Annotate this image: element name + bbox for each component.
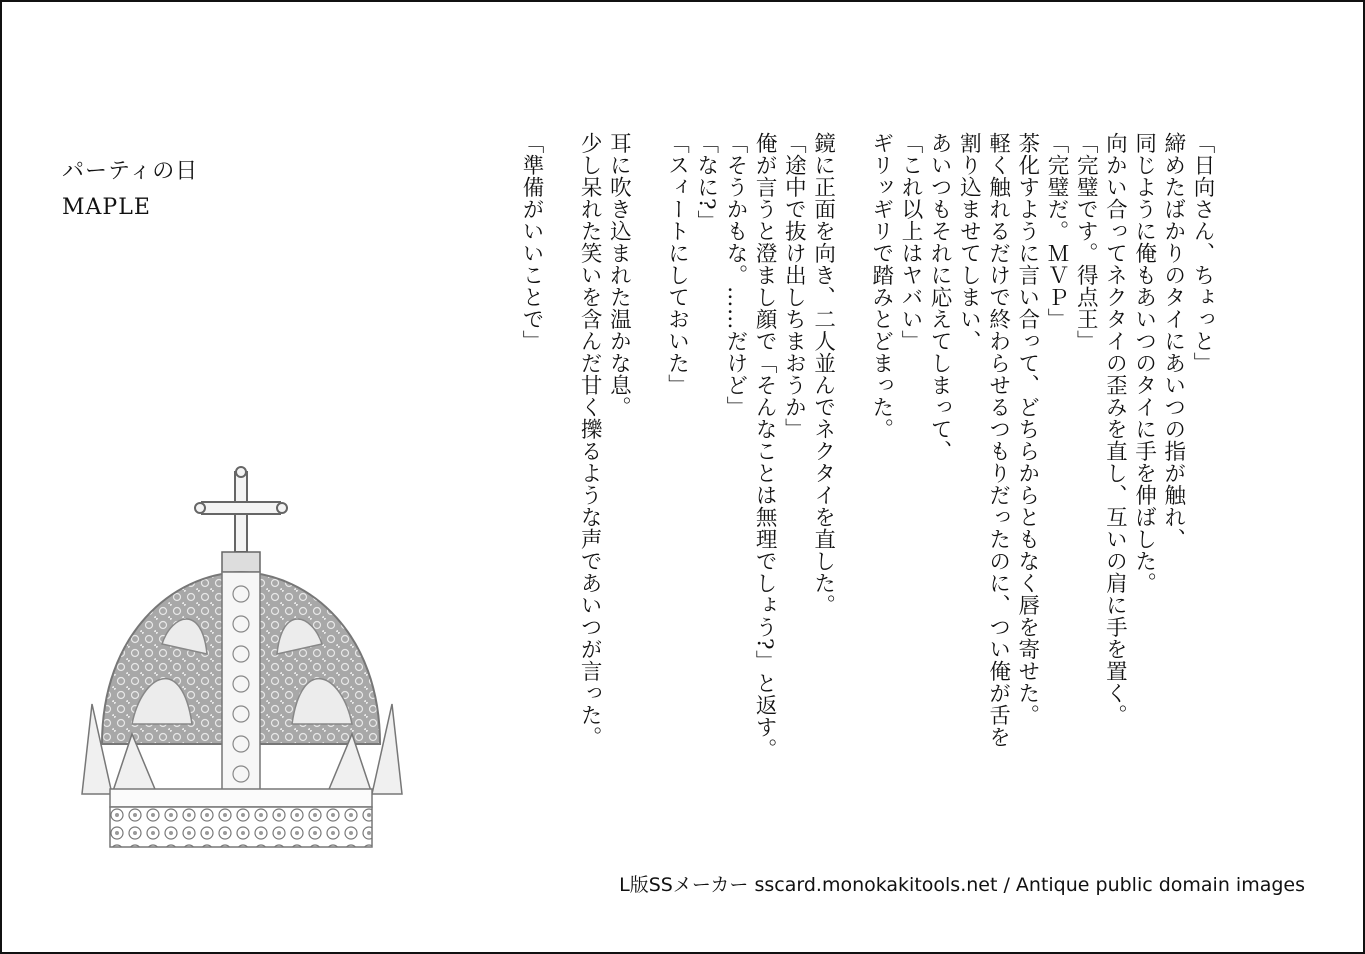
- story-line: 「日向さん、ちょっと」: [1190, 132, 1215, 374]
- paragraph-gap: [838, 132, 867, 832]
- story-line: 耳に吹き込まれた温かな息。: [606, 132, 632, 418]
- story-line: 「完璧だ。ＭＶＰ」: [1043, 132, 1069, 330]
- story-line: 「準備がいいことで」: [518, 132, 544, 352]
- story-line: 「なに?」: [693, 132, 719, 233]
- story-text: [517, 132, 1217, 832]
- title-block: [62, 154, 198, 226]
- story-line: 茶化すように言い合って、どちらからともなく唇を寄せた。: [1014, 132, 1040, 726]
- story-line: 締めたばかりのタイにあいつの指が触れ、: [1160, 132, 1186, 550]
- story-line: 向かい合ってネクタイの歪みを直し、互いの肩に手を置く。: [1102, 132, 1128, 726]
- crown-icon: [72, 464, 412, 864]
- story-title: パーティの日: [62, 159, 199, 184]
- story-line: 軽く触れるだけで終わらせるつもりだったのに、つい俺が舌を: [985, 132, 1011, 748]
- story-line: ギリッギリで踏みとどまった。: [868, 132, 894, 440]
- story-line: 俺が言うと澄まし顔で「そんなことは無理でしょう?」と返す。: [752, 132, 778, 761]
- author-name: MAPLE: [62, 195, 151, 220]
- story-line: 割り込ませてしまい、: [956, 132, 982, 352]
- footer-credit: L版SSメーカー sscard.monokakitools.net / Antique public domain images: [619, 874, 1305, 896]
- story-line: 「これ以上はヤバい」: [897, 132, 923, 352]
- paragraph-gap: [633, 132, 662, 832]
- story-line: 少し呆れた笑いを含んだ甘く擽るような声であいつが言った。: [577, 132, 603, 748]
- story-line: 「スィートにしておいた」: [664, 132, 690, 396]
- story-line: 同じように俺もあいつのタイに手を伸ばした。: [1131, 132, 1157, 594]
- story-line: 「そうかもな。……だけど」: [722, 132, 748, 418]
- story-line: あいつもそれに応えてしまって、: [927, 132, 953, 462]
- story-line: 「途中で抜け出しちまおうか」: [781, 132, 807, 440]
- story-line: 「完璧です。得点王」: [1073, 132, 1099, 352]
- story-line: 鏡に正面を向き、二人並んでネクタイを直した。: [810, 132, 836, 616]
- paragraph-gap: [546, 132, 575, 832]
